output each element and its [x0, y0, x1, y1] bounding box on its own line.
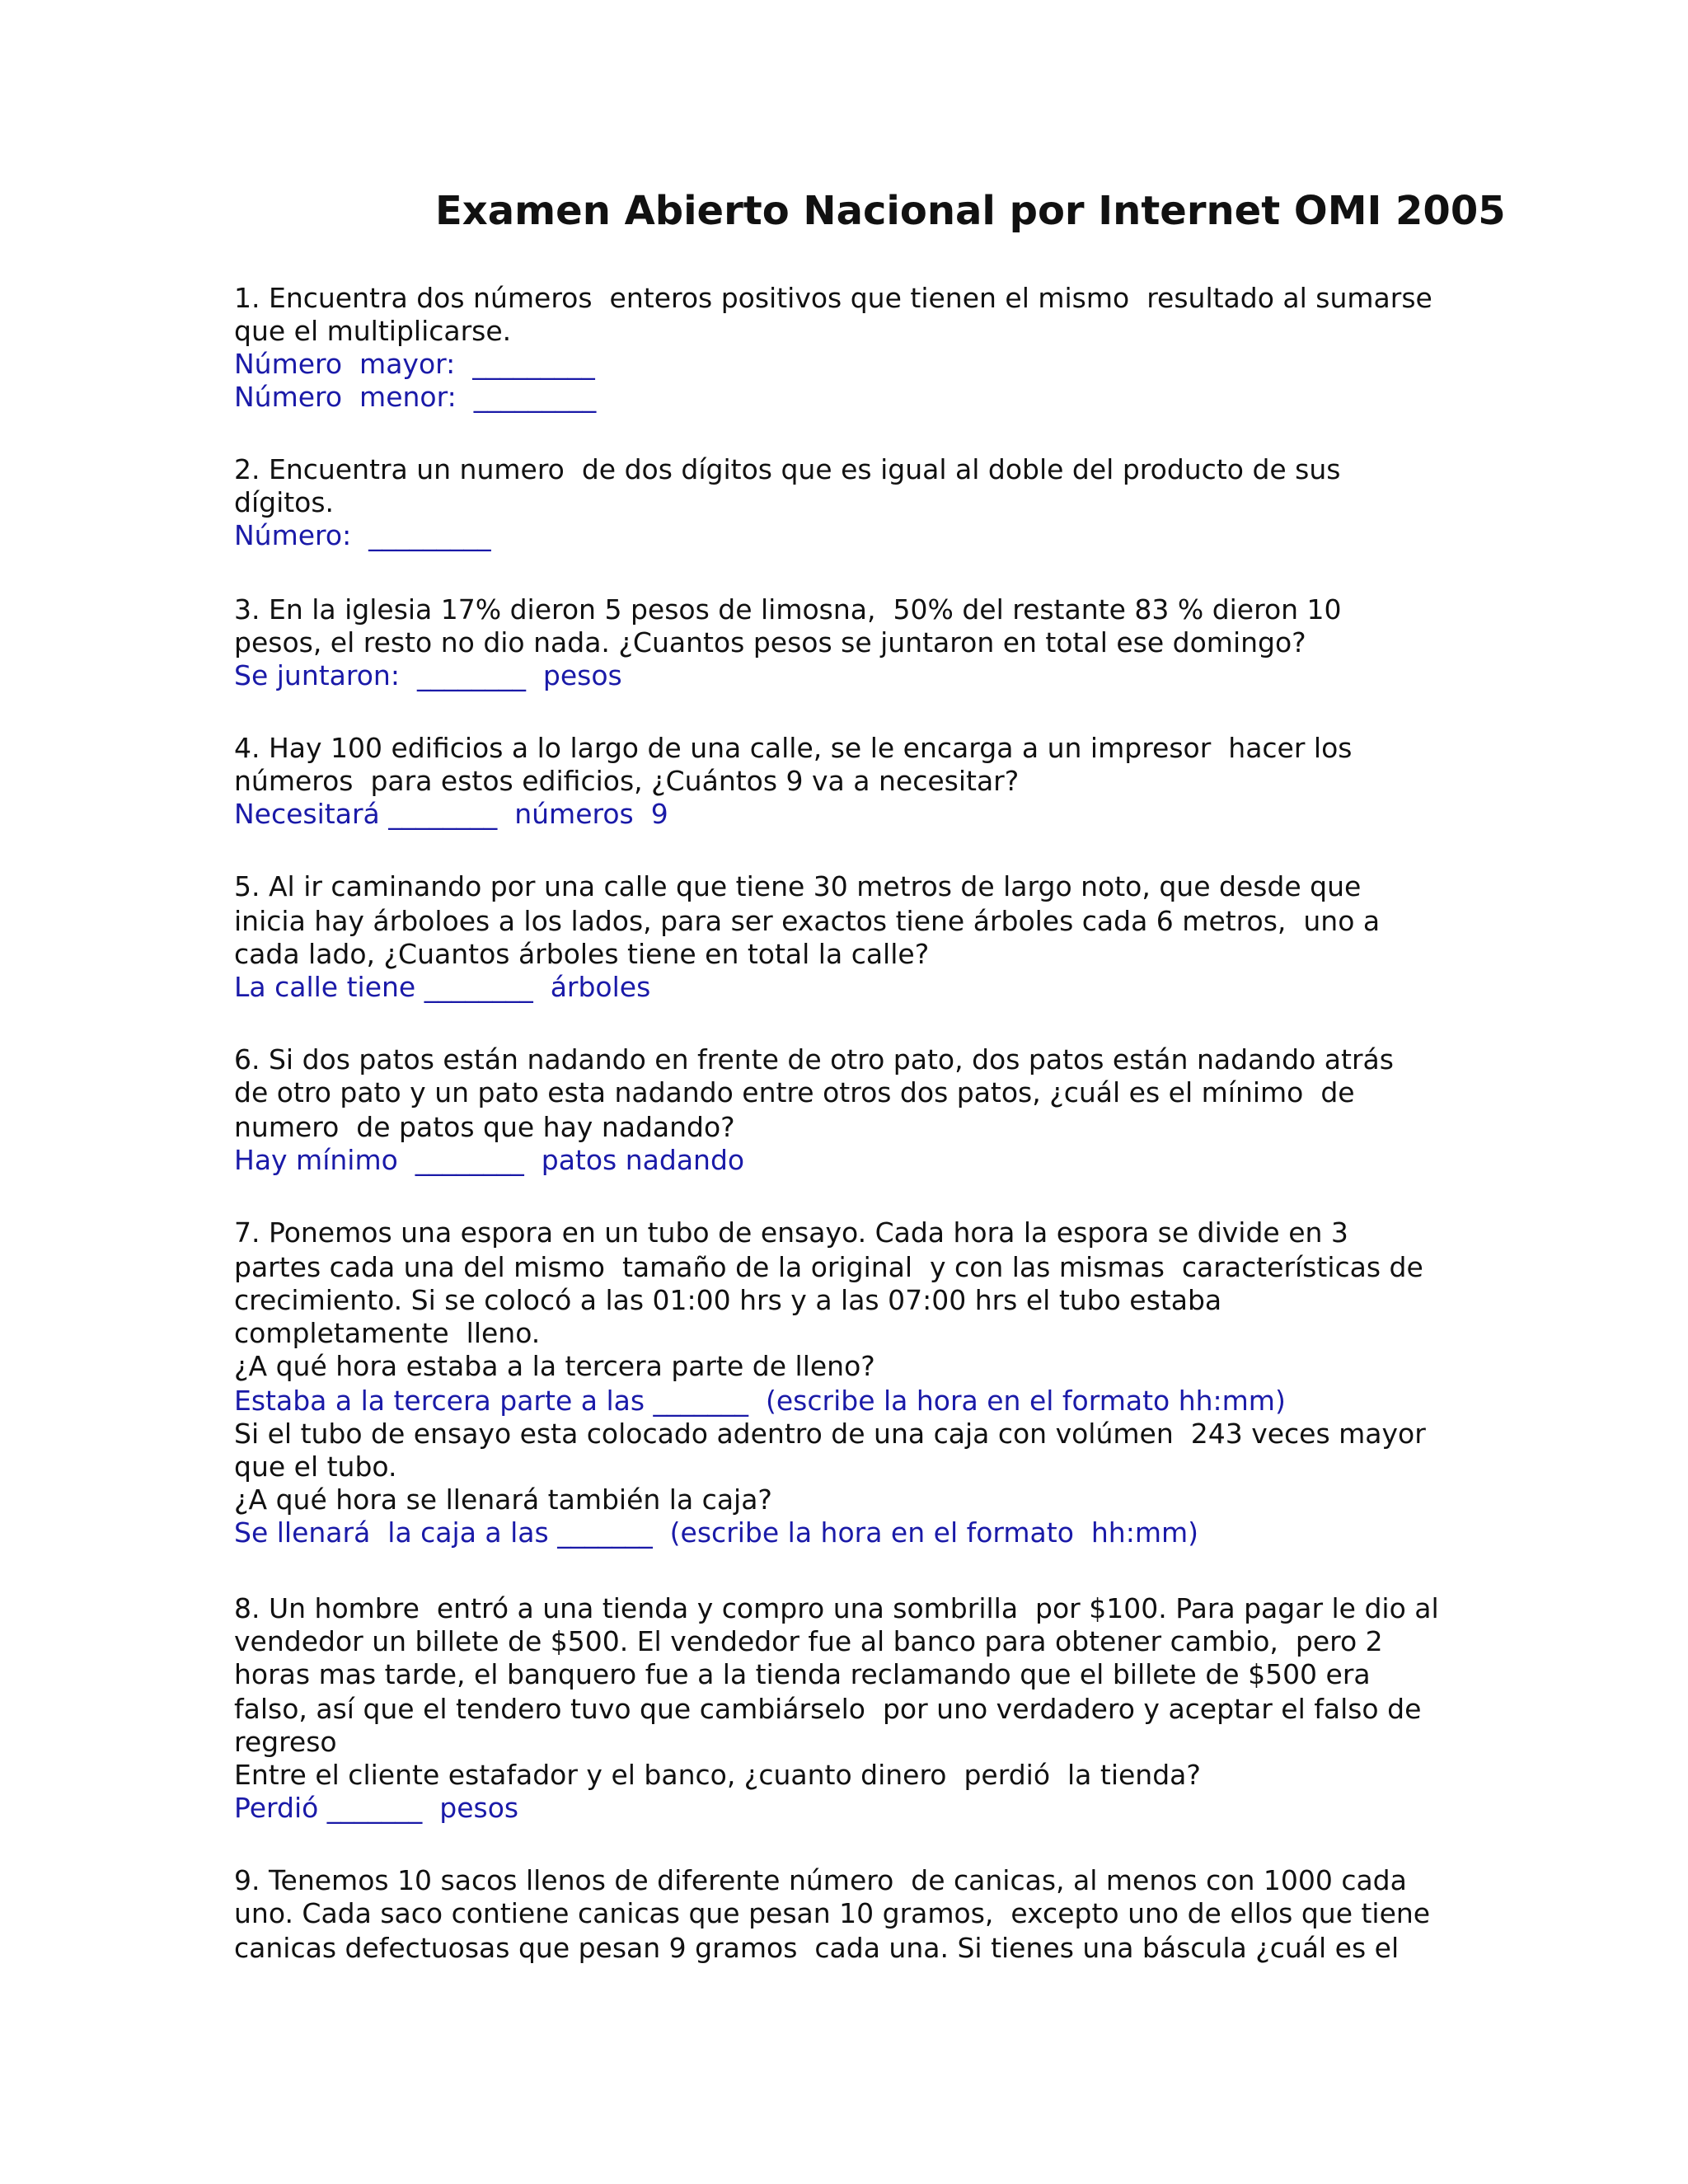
q5-answer: La calle tiene ________ árboles [234, 971, 651, 1003]
q5-line-2: inicia hay árboloes a los lados, para ser exactos tiene árboles cada 6 metros, uno a [234, 905, 1381, 937]
q7-answer-2: Se llenará la caja a las _______ (escribe la hora en el formato hh:mm) [234, 1516, 1198, 1549]
q6-line-1: 6. Si dos patos están nadando en frente de otro pato, dos patos están nadando atrás [234, 1043, 1394, 1076]
q9-line-1: 9. Tenemos 10 sacos llenos de diferente número de canicas, al menos con 1000 cada [234, 1864, 1407, 1896]
q1-line-2: que el multiplicarse. [234, 315, 512, 347]
q7-answer-1: Estaba a la tercera parte a las _______ (escribe la hora en el formato hh:mm) [234, 1385, 1286, 1417]
q6-line-3: numero de patos que hay nadando? [234, 1111, 735, 1143]
q1-answer-mayor: Número mayor: _________ [234, 348, 595, 380]
q1-answer-menor: Número menor: _________ [234, 381, 597, 413]
q8-line-6: Entre el cliente estafador y el banco, ¿cuanto dinero perdió la tienda? [234, 1759, 1201, 1791]
q3-answer: Se juntaron: ________ pesos [234, 659, 622, 691]
q7-line-3: crecimiento. Si se colocó a las 01:00 hrs y a las 07:00 hrs el tubo estaba [234, 1284, 1222, 1316]
q7-line-5: ¿A qué hora estaba a la tercera parte de lleno? [234, 1350, 875, 1382]
q4-line-2: números para estos edificios, ¿Cuántos 9 va a necesitar? [234, 765, 1020, 797]
q8-line-4: falso, así que el tendero tuvo que cambiárselo por uno verdadero y aceptar el falso de [234, 1693, 1422, 1725]
q2-answer: Número: _________ [234, 519, 491, 551]
q9-line-3: canicas defectuosas que pesan 9 gramos cada una. Si tienes una báscula ¿cuál es el [234, 1932, 1400, 1964]
q8-line-3: horas mas tarde, el banquero fue a la tienda reclamando que el billete de $500 era [234, 1658, 1371, 1690]
q3-line-2: pesos, el resto no dio nada. ¿Cuantos pesos se juntaron en total ese domingo? [234, 626, 1306, 658]
q6-line-2: de otro pato y un pato esta nadando entre otros dos patos, ¿cuál es el mínimo de [234, 1076, 1355, 1108]
q8-answer: Perdió _______ pesos [234, 1792, 519, 1824]
q4-line-1: 4. Hay 100 edificios a lo largo de una calle, se le encarga a un impresor hacer los [234, 732, 1353, 764]
q7-line-8: ¿A qué hora se llenará también la caja? [234, 1483, 772, 1516]
q4-answer: Necesitará ________ números 9 [234, 798, 668, 830]
q5-line-1: 5. Al ir caminando por una calle que tiene 30 metros de largo noto, que desde que [234, 870, 1362, 902]
q2-line-1: 2. Encuentra un numero de dos dígitos que es igual al doble del producto de sus [234, 453, 1341, 485]
q7-line-1: 7. Ponemos una espora en un tubo de ensayo. Cada hora la espora se divide en 3 [234, 1216, 1348, 1249]
q8-line-5: regreso [234, 1726, 337, 1758]
q1-line-1: 1. Encuentra dos números enteros positivos que tienen el mismo resultado al sumarse [234, 282, 1432, 314]
q9-line-2: uno. Cada saco contiene canicas que pesan 10 gramos, excepto uno de ellos que tiene [234, 1897, 1431, 1929]
q2-line-2: dígitos. [234, 486, 335, 518]
q8-line-2: vendedor un billete de $500. El vendedor fue al banco para obtener cambio, pero 2 [234, 1625, 1383, 1657]
exam-title: Examen Abierto Nacional por Internet OMI 2005 [435, 188, 1506, 234]
q7-line-2: partes cada una del mismo tamaño de la original y con las mismas características de [234, 1251, 1423, 1283]
q7-line-6: Si el tubo de ensayo esta colocado adentro de una caja con volúmen 243 veces mayor [234, 1418, 1426, 1450]
q8-line-1: 8. Un hombre entró a una tienda y compro una sombrilla por $100. Para pagar le dio al [234, 1592, 1439, 1624]
q6-answer: Hay mínimo ________ patos nadando [234, 1144, 745, 1176]
q3-line-1: 3. En la iglesia 17% dieron 5 pesos de limosna, 50% del restante 83 % dieron 10 [234, 593, 1342, 626]
q5-line-3: cada lado, ¿Cuantos árboles tiene en total la calle? [234, 938, 930, 970]
q7-line-4: completamente lleno. [234, 1317, 541, 1349]
q7-line-7: que el tubo. [234, 1451, 397, 1483]
